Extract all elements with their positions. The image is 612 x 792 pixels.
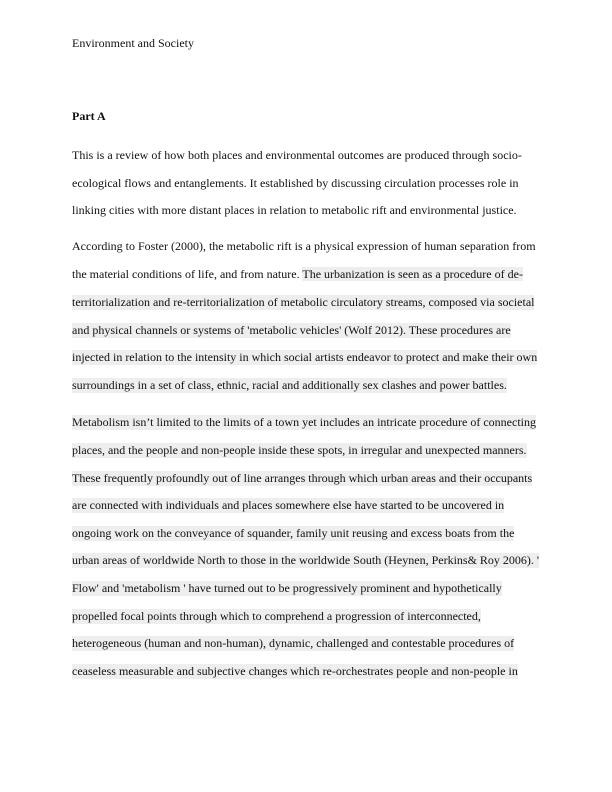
text-line [72, 267, 523, 282]
text-line: This is a review of how both places and environmental outcomes are produced through socio- [72, 148, 522, 162]
text-line: linking cities with more distant places in relation to metabolic rift and environmental justice. [72, 203, 517, 217]
highlighted-text-line: surroundings in a set of class, ethnic, racial and additionally sex clashes and power battles. [72, 378, 507, 392]
highlighted-text-segment: The urbanization is seen as a procedure of de- [302, 267, 523, 281]
highlighted-text-line: places, and the people and non-people inside these spots, in irregular and unexpected manners. [72, 443, 527, 457]
highlighted-text-line: urban areas of worldwide North to those in the worldwide South (Heynen, Perkins& Roy 2006). ' [72, 553, 540, 567]
highlighted-text-line: Metabolism isn’t limited to the limits of a town yet includes an intricate procedure of connecting [72, 415, 536, 429]
text-line: ecological flows and entanglements. It established by discussing circulation processes role in [72, 176, 519, 190]
running-header: Environment and Society [72, 36, 194, 50]
highlighted-text-line: territorialization and re-territorialization of metabolic circulatory streams, composed via societal [72, 295, 535, 309]
highlighted-text-line: heterogeneous (human and non-human), dynamic, challenged and contestable procedures of [72, 636, 515, 650]
highlighted-text-line: Flow' and 'metabolism ' have turned out to be progressively prominent and hypothetically [72, 581, 502, 595]
text-line: According to Foster (2000), the metabolic rift is a physical expression of human separation from [72, 239, 536, 253]
highlighted-text-line: injected in relation to the intensity in which social artists endeavor to protect and make their own [72, 350, 538, 364]
highlighted-text-line: are connected with individuals and places somewhere else have started to be uncovered in [72, 498, 505, 512]
section-heading: Part A [72, 109, 106, 123]
highlighted-text-line: propelled focal points through which to comprehend a progression of interconnected, [72, 609, 481, 623]
highlighted-text-line: ceaseless measurable and subjective changes which re-orchestrates people and non-people in [72, 664, 518, 678]
highlighted-text-line: These frequently profoundly out of line arranges through which urban areas and their occupants [72, 471, 533, 485]
text-segment: the material conditions of life, and from nature. [72, 267, 303, 281]
highlighted-text-line: ongoing work on the conveyance of squander, family unit reusing and excess boats from the [72, 526, 515, 540]
highlighted-text-line: and physical channels or systems of 'metabolic vehicles' (Wolf 2012). These procedures are [72, 323, 511, 337]
